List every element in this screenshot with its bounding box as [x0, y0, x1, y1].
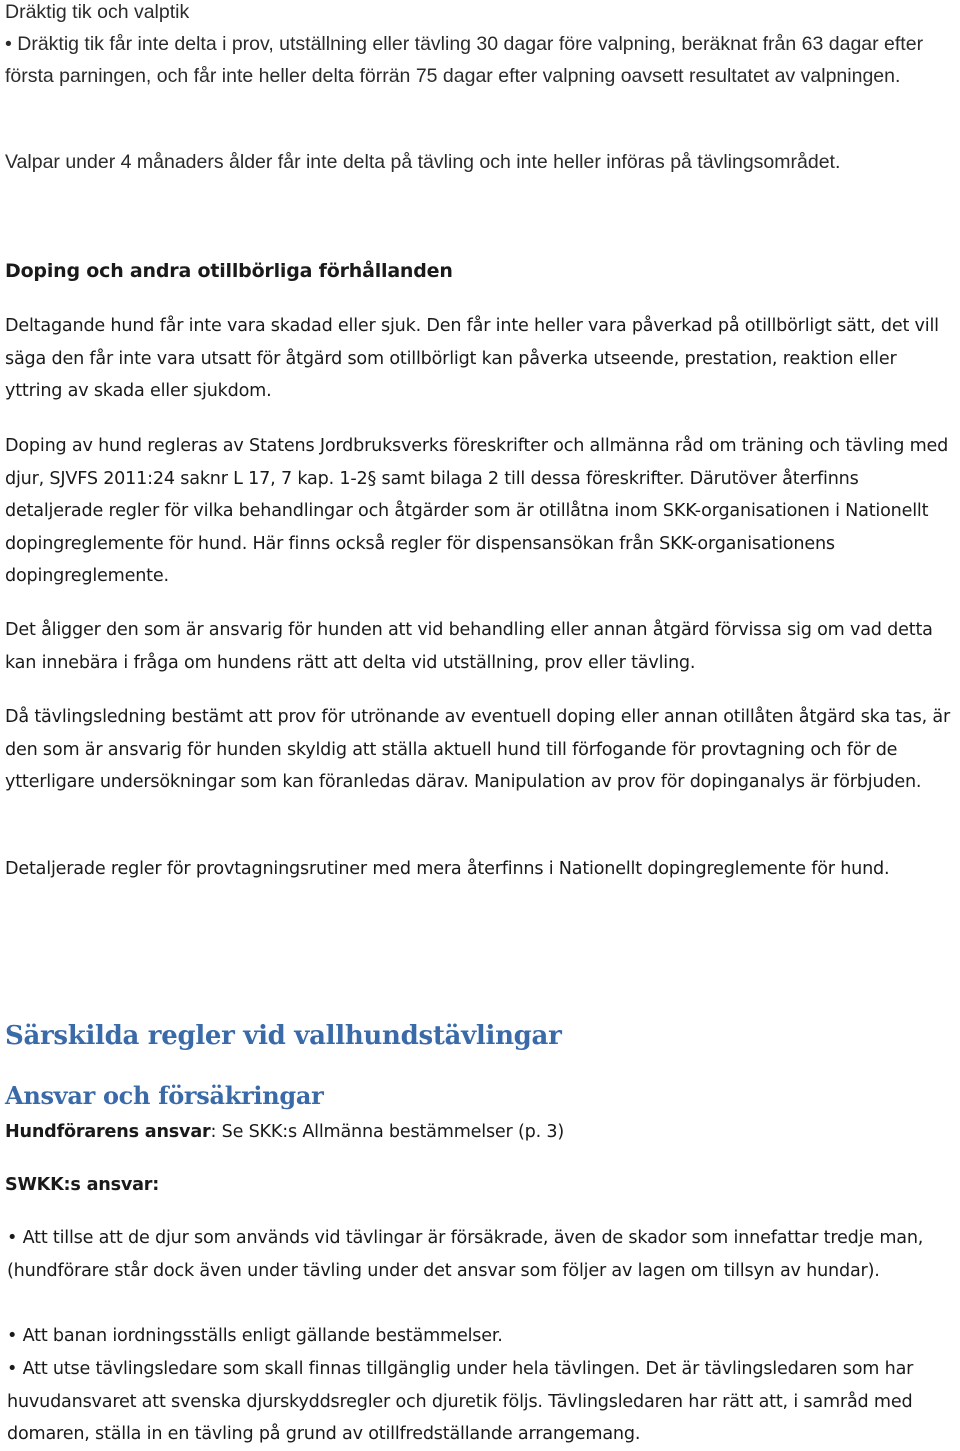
section-heading-pregnant-bitch: Dräktig tik och valptik	[5, 1, 190, 23]
bullet-mark: •	[7, 1326, 18, 1346]
section-title-herding: Särskilda regler vid vallhundstävlingar	[5, 1021, 562, 1051]
list-item-text: Att utse tävlingsledare som skall finnas tillgänglig under hela tävlingen. Det är tävlingsledaren som har huvudansvaret att svenska djurskyddsregler och djuretik följs. Tävlingsledaren har rätt att, i samråd med domaren, ställa in en tävling på grund av otillfredställande arrangemang.	[7, 1359, 914, 1444]
bullet-mark: •	[7, 1359, 18, 1379]
section-heading-doping: Doping och andra otillbörliga förhållanden	[5, 260, 453, 282]
section-subtitle-responsibility: Ansvar och försäkringar	[5, 1081, 324, 1110]
bullet-mark: •	[7, 1228, 18, 1248]
paragraph-doping-3: Det åligger den som är ansvarig för hunden att vid behandling eller annan åtgärd förvissa sig om vad detta kan innebära i fråga om hundens rätt att delta vid utställning, prov eller tävling.	[5, 620, 933, 673]
handler-responsibility-label: Hundförarens ansvar	[5, 1122, 211, 1142]
list-item	[7, 1222, 952, 1287]
paragraph-doping-2: Doping av hund regleras av Statens Jordbruksverks föreskrifter och allmänna råd om träning och tävling med djur, SJVFS 2011:24 saknr L 17, 7 kap. 1-2§ samt bilaga 2 till dessa föreskrifter. Därutöver återfinns detaljerade regler för vilka behandlingar och åtgärder som är otillåtna inom SKK-organisationen i Nationellt dopingreglemente för hund. Här finns också regler för dispensansökan från SKK-organisationens dopingreglemente.	[5, 436, 949, 586]
paragraph-doping-1: Deltagande hund får inte vara skadad eller sjuk. Den får inte heller vara påverkad på otillbörligt sätt, det vill säga den får inte vara utsatt för åtgärd som otillbörligt kan påverka utseende, prestation, reaktion eller yttring av skada eller sjukdom.	[5, 316, 939, 401]
paragraph-doping-5: Detaljerade regler för provtagningsrutiner med mera återfinns i Nationellt dopingreglemente för hund.	[5, 859, 890, 879]
bullet-mark: •	[5, 33, 12, 55]
swkk-responsibility-label: SWKK:s ansvar:	[5, 1175, 160, 1195]
list-item	[7, 1320, 952, 1353]
list-item-text: Att tillse att de djur som används vid tävlingar är försäkrade, även de skador som innefattar tredje man, (hundförare står dock även under tävling under det ansvar som följer av lagen om tillsyn av hundar).	[7, 1228, 924, 1281]
bullet-text: Dräktig tik får inte delta i prov, utställning eller tävling 30 dagar före valpning, beräknat från 63 dagar efter första parningen, och får inte heller delta förrän 75 dagar efter valpning oavsett resultatet av valpningen.	[5, 33, 924, 87]
list-item	[7, 1353, 952, 1451]
list-item-text: Att banan iordningsställs enligt gällande bestämmelser.	[22, 1326, 503, 1346]
bullet-pregnant-bitch	[5, 28, 950, 92]
paragraph-puppies: Valpar under 4 månaders ålder får inte delta på tävling och inte heller införas på tävlingsområdet.	[5, 151, 841, 173]
handler-responsibility-text: : Se SKK:s Allmänna bestämmelser (p. 3)	[210, 1122, 565, 1142]
paragraph-doping-4: Då tävlingsledning bestämt att prov för utrönande av eventuell doping eller annan otillåten åtgärd ska tas, är den som är ansvarig för hunden skyldig att ställa aktuell hund till förfogande för provtagning och för de ytterligare undersökningar som kan föranledas därav. Manipulation av prov för dopinganalys är förbjuden.	[5, 707, 950, 792]
handler-responsibility-line	[5, 1116, 952, 1149]
